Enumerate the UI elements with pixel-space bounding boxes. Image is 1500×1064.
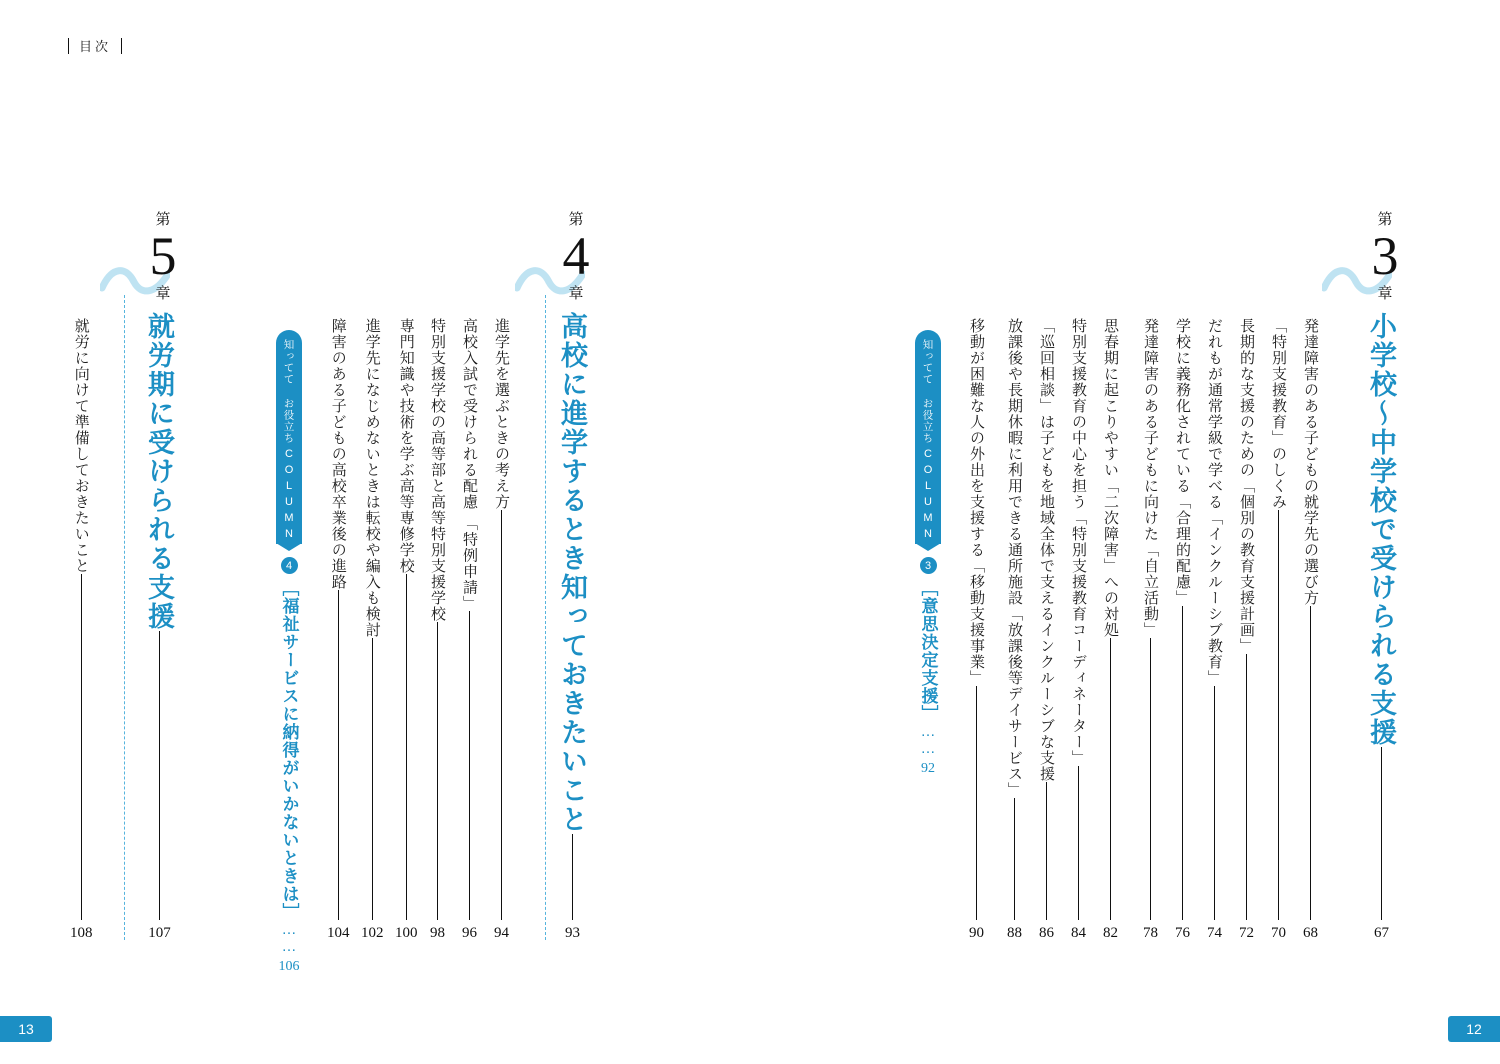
entry-page: 98 bbox=[430, 925, 445, 941]
toc-header bbox=[68, 36, 122, 55]
entry-text: 「特別支援教育」のしくみ bbox=[1270, 318, 1287, 510]
toc-entry[interactable] bbox=[70, 318, 93, 942]
entry-page: 72 bbox=[1239, 925, 1254, 941]
entry-text: 思春期に起こりやすい「二次障害」への対処 bbox=[1102, 318, 1119, 638]
chapter-5-number: 5 bbox=[149, 225, 177, 286]
chapter-5-label bbox=[140, 212, 186, 302]
toc-entry[interactable] bbox=[1036, 318, 1057, 942]
chapter-5-title-entry[interactable] bbox=[140, 312, 179, 942]
entry-page: 86 bbox=[1039, 925, 1054, 941]
toc-entry[interactable] bbox=[1004, 318, 1025, 942]
column-tag-top: 知ってて お役立ち bbox=[282, 339, 295, 444]
chapter-3-label bbox=[1362, 212, 1408, 302]
column-page: 92 bbox=[921, 761, 935, 776]
chapter-4-number: 4 bbox=[562, 225, 590, 286]
entry-page: 68 bbox=[1303, 925, 1318, 941]
toc-entry[interactable] bbox=[966, 318, 987, 942]
entry-text: 高校入試で受けられる配慮 「特例申請」 bbox=[461, 318, 478, 612]
folio-right: 12 bbox=[1448, 1016, 1500, 1042]
chapter-3-title-page: 67 bbox=[1374, 925, 1389, 941]
column-title: ［福祉サービスに納得がいかないときは］ bbox=[279, 579, 299, 921]
entry-page: 76 bbox=[1175, 925, 1190, 941]
entry-text: 学校に義務化されている「合理的配慮」 bbox=[1174, 318, 1191, 606]
chapter-3-sho: 章 bbox=[1377, 284, 1393, 302]
header-label: 目次 bbox=[79, 39, 112, 54]
column-number-badge: 3 bbox=[920, 557, 937, 574]
entry-page: 74 bbox=[1207, 925, 1222, 941]
entry-text: 障害のある子どもの高校卒業後の進路 bbox=[329, 318, 347, 590]
column-tag-label: COLUMN bbox=[283, 448, 295, 544]
toc-entry[interactable] bbox=[395, 318, 418, 942]
toc-entry[interactable] bbox=[1100, 318, 1121, 942]
chapter-4-title-page: 93 bbox=[565, 925, 580, 941]
toc-entry[interactable] bbox=[1236, 318, 1257, 942]
entry-text: 長期的な支援のための「個別の教育支援計画」 bbox=[1238, 318, 1255, 654]
toc-entry[interactable] bbox=[1300, 318, 1321, 942]
header-rule-left bbox=[68, 38, 69, 54]
entry-page: 90 bbox=[969, 925, 984, 941]
column-tag bbox=[915, 330, 941, 544]
entry-page: 82 bbox=[1103, 925, 1118, 941]
folio-left: 13 bbox=[0, 1016, 52, 1042]
entry-text: 発達障害のある子どもの就学先の選び方 bbox=[1302, 318, 1319, 606]
chapter-3-title-entry[interactable] bbox=[1362, 312, 1401, 942]
entry-page: 70 bbox=[1271, 925, 1286, 941]
entry-text: 特別支援教育の中心を担う「特別支援教育コーディネーター」 bbox=[1070, 318, 1087, 766]
section-divider-middle bbox=[545, 295, 546, 940]
entry-text: 進学先になじめないときは転校や編入も検討 bbox=[363, 318, 381, 638]
column-tag bbox=[276, 330, 302, 544]
entry-page: 104 bbox=[327, 925, 350, 941]
entry-text: 専門知識や技術を学ぶ高等専修学校 bbox=[397, 318, 415, 574]
toc-entry[interactable] bbox=[1268, 318, 1289, 942]
chapter-4-dai: 第 bbox=[568, 211, 584, 228]
entry-page: 100 bbox=[395, 925, 418, 941]
column-entry-3[interactable] bbox=[913, 330, 943, 777]
chapter-4-sho: 章 bbox=[568, 284, 584, 302]
column-dots: …… bbox=[919, 723, 937, 757]
entry-text: 就労に向けて準備しておきたいこと bbox=[72, 318, 90, 574]
chapter-5-sho: 章 bbox=[155, 284, 171, 302]
toc-entry[interactable] bbox=[1068, 318, 1089, 942]
column-title: ［意思決定支援］ bbox=[918, 579, 938, 723]
toc-entry[interactable] bbox=[1140, 318, 1161, 942]
toc-entry[interactable] bbox=[1172, 318, 1193, 942]
entry-text: 放課後や長期休暇に利用できる通所施設「放課後等デイサービス」 bbox=[1006, 318, 1023, 798]
entry-page: 88 bbox=[1007, 925, 1022, 941]
chapter-3-dai: 第 bbox=[1377, 211, 1393, 228]
entry-text: だれもが通常学級で学べる「インクルーシブ教育」 bbox=[1206, 318, 1223, 686]
entry-page: 84 bbox=[1071, 925, 1086, 941]
toc-entry[interactable] bbox=[361, 318, 384, 942]
entry-text: 「巡回相談」は子どもを地域全体で支えるインクルーシブな支援 bbox=[1038, 318, 1055, 782]
toc-entry[interactable] bbox=[427, 318, 448, 942]
entry-text: 進学先を選ぶときの考え方 bbox=[493, 318, 510, 510]
chapter-5-title-page: 107 bbox=[148, 925, 171, 941]
entry-text: 特別支援学校の高等部と高等特別支援学校 bbox=[429, 318, 446, 622]
toc-entry[interactable] bbox=[459, 318, 480, 942]
column-number-badge: 4 bbox=[281, 557, 298, 574]
column-page: 106 bbox=[278, 959, 300, 974]
chapter-5-dai: 第 bbox=[155, 211, 171, 228]
entry-text: 発達障害のある子どもに向けた「自立活動」 bbox=[1142, 318, 1159, 638]
entry-page: 96 bbox=[462, 925, 477, 941]
chapter-3-title: 小学校〜中学校で受けられる支援 bbox=[1366, 312, 1396, 747]
entry-page: 108 bbox=[70, 925, 93, 941]
column-tag-top: 知ってて お役立ち bbox=[921, 339, 934, 444]
entry-page: 78 bbox=[1143, 925, 1158, 941]
chapter-4-title-entry[interactable] bbox=[553, 312, 592, 942]
chapter-4-label bbox=[553, 212, 599, 302]
entry-page: 102 bbox=[361, 925, 384, 941]
toc-entry[interactable] bbox=[327, 318, 350, 942]
entry-page: 94 bbox=[494, 925, 509, 941]
toc-entry[interactable] bbox=[1204, 318, 1225, 942]
column-entry-4[interactable] bbox=[274, 330, 304, 975]
column-dots: …… bbox=[280, 921, 298, 955]
section-divider-left bbox=[124, 295, 125, 940]
chapter-5-title: 就労期に受けられる支援 bbox=[144, 312, 174, 631]
chapter-3-number: 3 bbox=[1371, 225, 1399, 286]
column-tag-label: COLUMN bbox=[922, 448, 934, 544]
chapter-4-title: 高校に進学するとき知っておきたいこと bbox=[557, 312, 587, 834]
toc-entry[interactable] bbox=[491, 318, 512, 942]
entry-text: 移動が困難な人の外出を支援する「移動支援事業」 bbox=[968, 318, 985, 686]
header-rule-right bbox=[121, 38, 122, 54]
